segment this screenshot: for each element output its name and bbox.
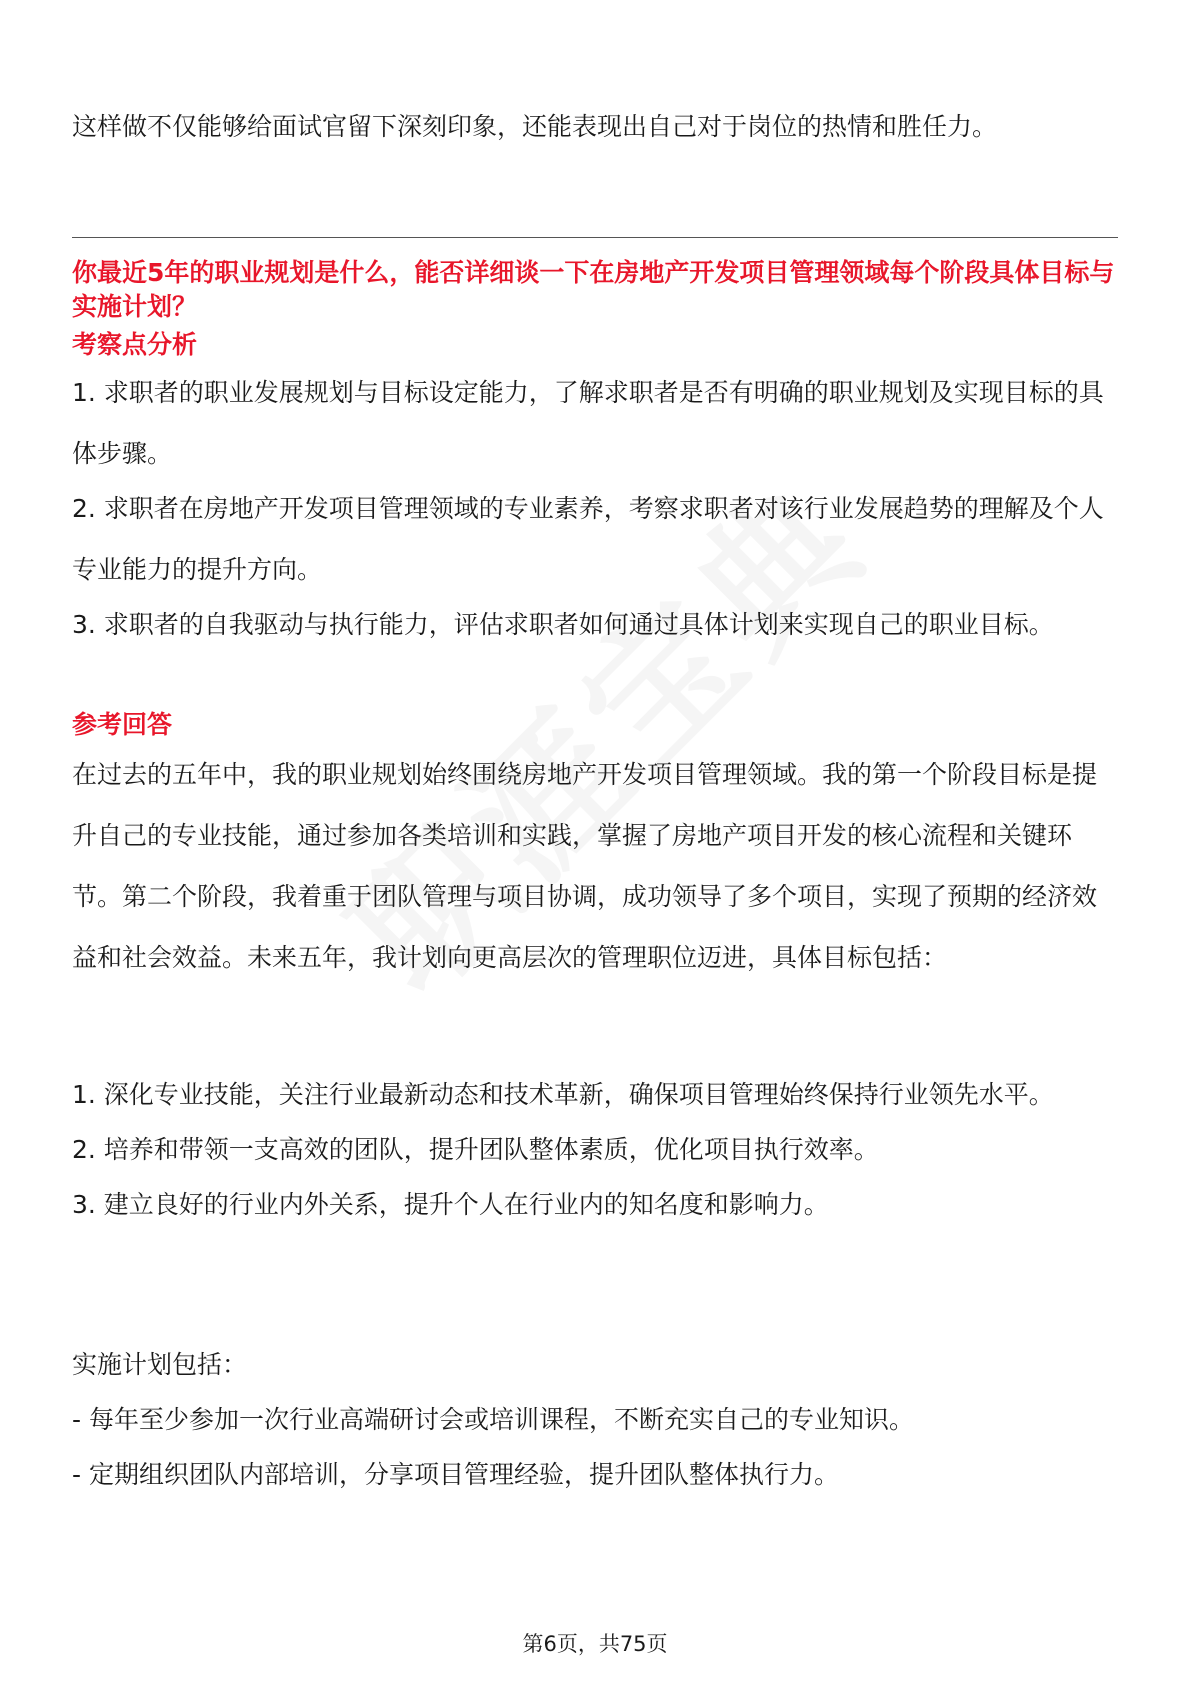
plan-heading: 实施计划包括：: [72, 1350, 248, 1379]
page-number: 第6页，共75页: [522, 1632, 668, 1656]
plan-item-1: - 每年至少参加一次行业高端研讨会或培训课程，不断充实自己的专业知识。: [72, 1405, 914, 1434]
answer-paragraph: 在过去的五年中，我的职业规划始终围绕房地产开发项目管理领域。我的第一个阶段目标是提升自己的专业技能，通过参加各类培训和实践，掌握了房地产项目开发的核心流程和关键环节。第二个阶段，我着重于团队管理与项目协调，成功领导了多个项目，实现了预期的经济效益和社会效益。未来五年，我计划向更高层次的管理职位迈进，具体目标包括：: [72, 760, 1098, 972]
analysis-title: 考察点分析: [72, 330, 198, 359]
plan-list: [72, 1334, 1118, 1505]
analysis-item-1: 1. 求职者的职业发展规划与目标设定能力，了解求职者是否有明确的职业规划及实现目标的具体步骤。: [72, 378, 1104, 468]
goals-list: [72, 1064, 1118, 1235]
answer-body: [72, 744, 1118, 988]
intro-paragraph: 这样做不仅能够给面试官留下深刻印象，还能表现出自己对于岗位的热情和胜任力。: [72, 112, 998, 141]
analysis-list: [72, 362, 1118, 655]
goal-item-3: 3. 建立良好的行业内外关系，提升个人在行业内的知名度和影响力。: [72, 1190, 829, 1219]
goal-item-1: 1. 深化专业技能，关注行业最新动态和技术革新，确保项目管理始终保持行业领先水平。: [72, 1080, 1054, 1109]
analysis-item-3: 3. 求职者的自我驱动与执行能力，评估求职者如何通过具体计划来实现自己的职业目标。: [72, 610, 1054, 639]
plan-item-2: - 定期组织团队内部培训，分享项目管理经验，提升团队整体执行力。: [72, 1460, 839, 1489]
section-divider: [72, 237, 1118, 238]
goal-item-2: 2. 培养和带领一支高效的团队，提升团队整体素质，优化项目执行效率。: [72, 1135, 879, 1164]
interview-question: 你最近5年的职业规划是什么，能否详细谈一下在房地产开发项目管理领域每个阶段具体目标与实施计划？: [72, 258, 1115, 321]
analysis-item-2: 2. 求职者在房地产开发项目管理领域的专业素养，考察求职者对该行业发展趋势的理解及个人专业能力的提升方向。: [72, 494, 1104, 584]
answer-title: 参考回答: [72, 710, 173, 739]
